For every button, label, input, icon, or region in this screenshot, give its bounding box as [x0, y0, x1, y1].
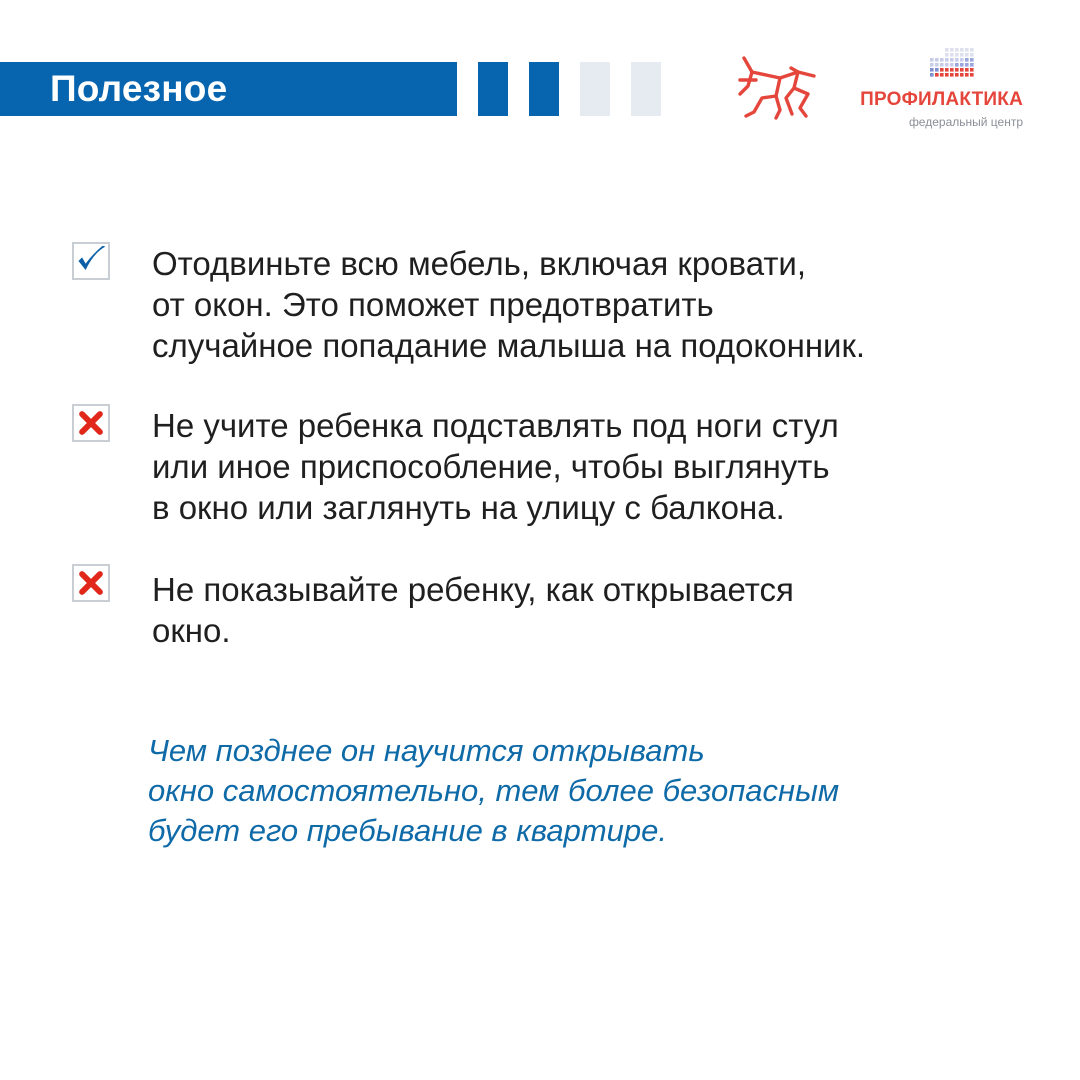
- grid-dot: [960, 73, 964, 77]
- item-line: случайное попадание малыша на подоконник.: [152, 327, 866, 364]
- grid-dot: [960, 53, 964, 57]
- grid-dot: [970, 58, 974, 62]
- note-text: [148, 731, 1028, 851]
- grid-dot: [940, 68, 944, 72]
- cross-icon: [74, 406, 108, 440]
- brand-subtitle: федеральный центр: [908, 115, 1023, 129]
- item-line: или иное приспособление, чтобы выглянуть: [152, 448, 830, 485]
- note-line: окно самостоятельно, тем более безопасным: [148, 773, 840, 808]
- cross-icon: [74, 566, 108, 600]
- grid-dot: [930, 58, 934, 62]
- grid-dot: [955, 68, 959, 72]
- grid-dot: [950, 53, 954, 57]
- grid-dot: [950, 63, 954, 67]
- grid-dot: [935, 58, 939, 62]
- header-stripe: [478, 62, 508, 116]
- checkbox: [72, 404, 110, 442]
- grid-dot: [935, 68, 939, 72]
- header-stripe: [529, 62, 559, 116]
- dot-grid-icon: [928, 46, 976, 80]
- grid-dot: [970, 68, 974, 72]
- grid-dot: [950, 73, 954, 77]
- page-title: Полезное: [50, 68, 228, 109]
- grid-dot: [945, 58, 949, 62]
- grid-dot: [970, 63, 974, 67]
- grid-dot: [965, 68, 969, 72]
- grid-dot: [945, 73, 949, 77]
- item-line: в окно или заглянуть на улицу с балкона.: [152, 489, 785, 526]
- item-text: [152, 405, 1052, 528]
- checkmark-icon: [74, 244, 108, 278]
- grid-dot: [970, 73, 974, 77]
- grid-dot: [960, 68, 964, 72]
- grid-dot: [950, 68, 954, 72]
- grid-dot: [945, 68, 949, 72]
- item-line: окно.: [152, 612, 231, 649]
- note-line: Чем позднее он научится открывать: [148, 733, 705, 768]
- grid-dot: [950, 58, 954, 62]
- grid-dot: [955, 63, 959, 67]
- grid-dot: [960, 48, 964, 52]
- checkbox: [72, 564, 110, 602]
- grid-dot: [955, 58, 959, 62]
- checkbox: [72, 242, 110, 280]
- item-line: Не учите ребенка подставлять под ноги стул: [152, 407, 839, 444]
- grid-dot: [960, 58, 964, 62]
- item-text: [152, 569, 1052, 651]
- grid-dot: [945, 63, 949, 67]
- item-line: Не показывайте ребенку, как открывается: [152, 571, 794, 608]
- grid-dot: [970, 48, 974, 52]
- brand-name: ПРОФИЛАКТИКА: [860, 89, 1023, 110]
- grid-dot: [935, 73, 939, 77]
- header-stripe: [580, 62, 610, 116]
- grid-dot: [940, 58, 944, 62]
- grid-dot: [945, 53, 949, 57]
- item-line: Отодвиньте всю мебель, включая кровати,: [152, 245, 807, 282]
- grid-dot: [950, 48, 954, 52]
- running-figure-icon: [736, 54, 818, 126]
- grid-dot: [930, 73, 934, 77]
- grid-dot: [965, 53, 969, 57]
- grid-dot: [965, 63, 969, 67]
- header-stripe: [631, 62, 661, 116]
- grid-dot: [945, 48, 949, 52]
- grid-dot: [965, 73, 969, 77]
- grid-dot: [930, 68, 934, 72]
- grid-dot: [955, 48, 959, 52]
- grid-dot: [940, 63, 944, 67]
- grid-dot: [935, 63, 939, 67]
- grid-dot: [965, 58, 969, 62]
- grid-dot: [955, 53, 959, 57]
- item-line: от окон. Это поможет предотвратить: [152, 286, 714, 323]
- grid-dot: [940, 73, 944, 77]
- note-line: будет его пребывание в квартире.: [148, 813, 668, 848]
- grid-dot: [930, 63, 934, 67]
- grid-dot: [955, 73, 959, 77]
- grid-dot: [960, 63, 964, 67]
- grid-dot: [970, 53, 974, 57]
- item-text: [152, 243, 1052, 366]
- grid-dot: [965, 48, 969, 52]
